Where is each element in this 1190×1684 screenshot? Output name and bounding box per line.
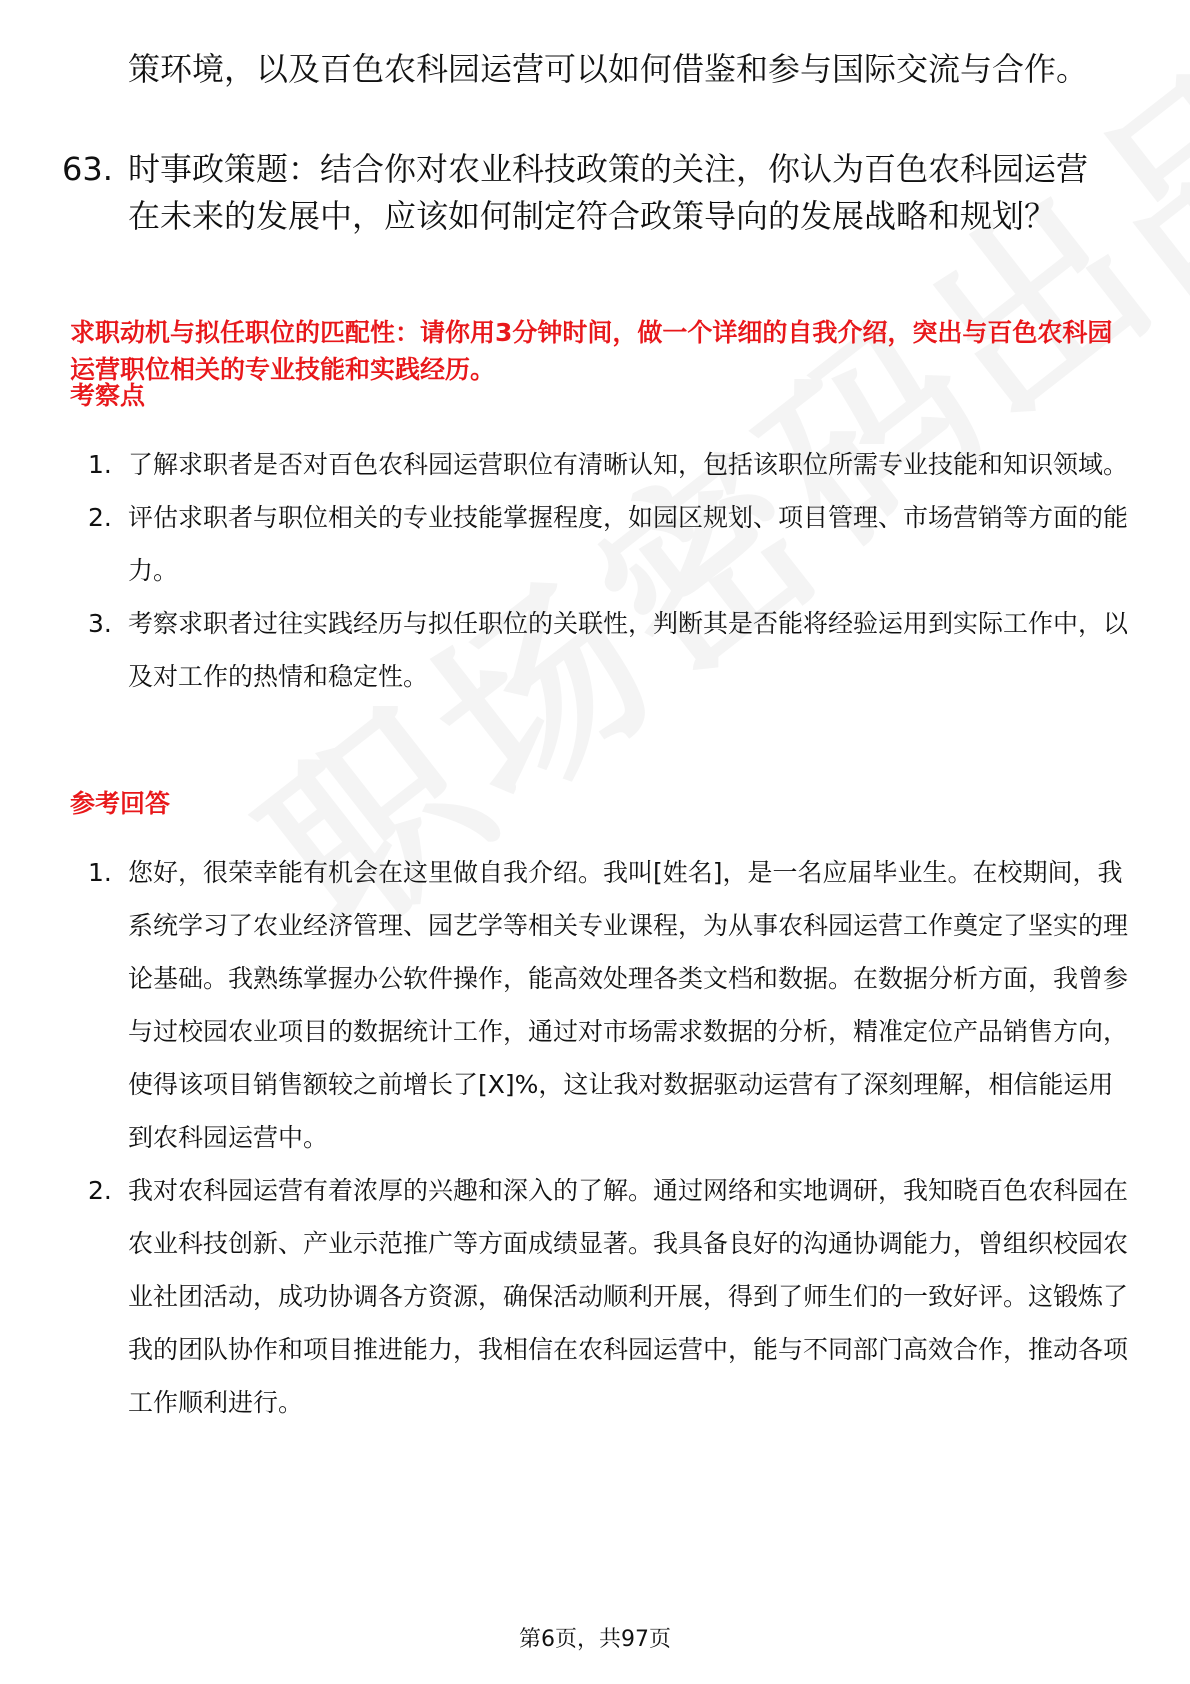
question-number: 63. (62, 150, 113, 188)
page-footer: 第6页，共97页 (519, 1627, 671, 1652)
list-item (88, 597, 1128, 703)
list-item (88, 491, 1128, 597)
list-item-number: 1. (88, 450, 112, 479)
reference-answer-title: 参考回答 (70, 789, 171, 818)
list-item-text: 我对农科园运营有着浓厚的兴趣和深入的了解。通过网络和实地调研，我知晓百色农科园在农业科技创新、产业示范推广等方面成绩显著。我具备良好的沟通协调能力，曾组织校园农业社团活动，成功协调各方资源，确保活动顺利开展，得到了师生们的一致好评。这锻炼了我的团队协作和项目推进能力，我相信在农科园运营中，能与不同部门高效合作，推动各项工作顺利进行。 (128, 1176, 1129, 1417)
continuation-paragraph: 策环境，以及百色农科园运营可以如何借鉴和参与国际交流与合作。 (128, 50, 1089, 88)
list-item-text: 考察求职者过往实践经历与拟任职位的关联性，判断其是否能将经验运用到实际工作中，以及对工作的热情和稳定性。 (128, 609, 1129, 691)
reference-answer-list (88, 846, 1128, 1429)
question-intro: 求职动机与拟任职位的匹配性：请你用3分钟时间，做一个详细的自我介绍，突出与百色农科园运营职位相关的专业技能和实践经历。 (70, 318, 1113, 384)
examination-points-title: 考察点 (70, 381, 146, 410)
examination-points-list (88, 438, 1128, 703)
question-text: 时事政策题：结合你对农业科技政策的关注，你认为百色农科园运营在未来的发展中，应该如何制定符合政策导向的发展战略和规划？ (128, 150, 1089, 235)
list-item-number: 3. (88, 609, 112, 638)
list-item-text: 评估求职者与职位相关的专业技能掌握程度，如园区规划、项目管理、市场营销等方面的能力。 (128, 503, 1129, 585)
list-item-text: 了解求职者是否对百色农科园运营职位有清晰认知，包括该职位所需专业技能和知识领域。 (128, 450, 1129, 479)
list-item-number: 1. (88, 858, 112, 887)
list-item-number: 2. (88, 1176, 112, 1205)
list-item-text: 您好，很荣幸能有机会在这里做自我介绍。我叫[姓名]，是一名应届毕业生。在校期间，我系统学习了农业经济管理、园艺学等相关专业课程，为从事农科园运营工作奠定了坚实的理论基础。我熟练掌握办公软件操作，能高效处理各类文档和数据。在数据分析方面，我曾参与过校园农业项目的数据统计工作，通过对市场需求数据的分析，精准定位产品销售方向，使得该项目销售额较之前增长了[X]%，这让我对数据驱动运营有了深刻理解，相信能运用到农科园运营中。 (128, 858, 1129, 1152)
list-item (88, 438, 1128, 491)
list-item-number: 2. (88, 503, 112, 532)
list-item (88, 1164, 1128, 1429)
list-item (88, 846, 1128, 1164)
